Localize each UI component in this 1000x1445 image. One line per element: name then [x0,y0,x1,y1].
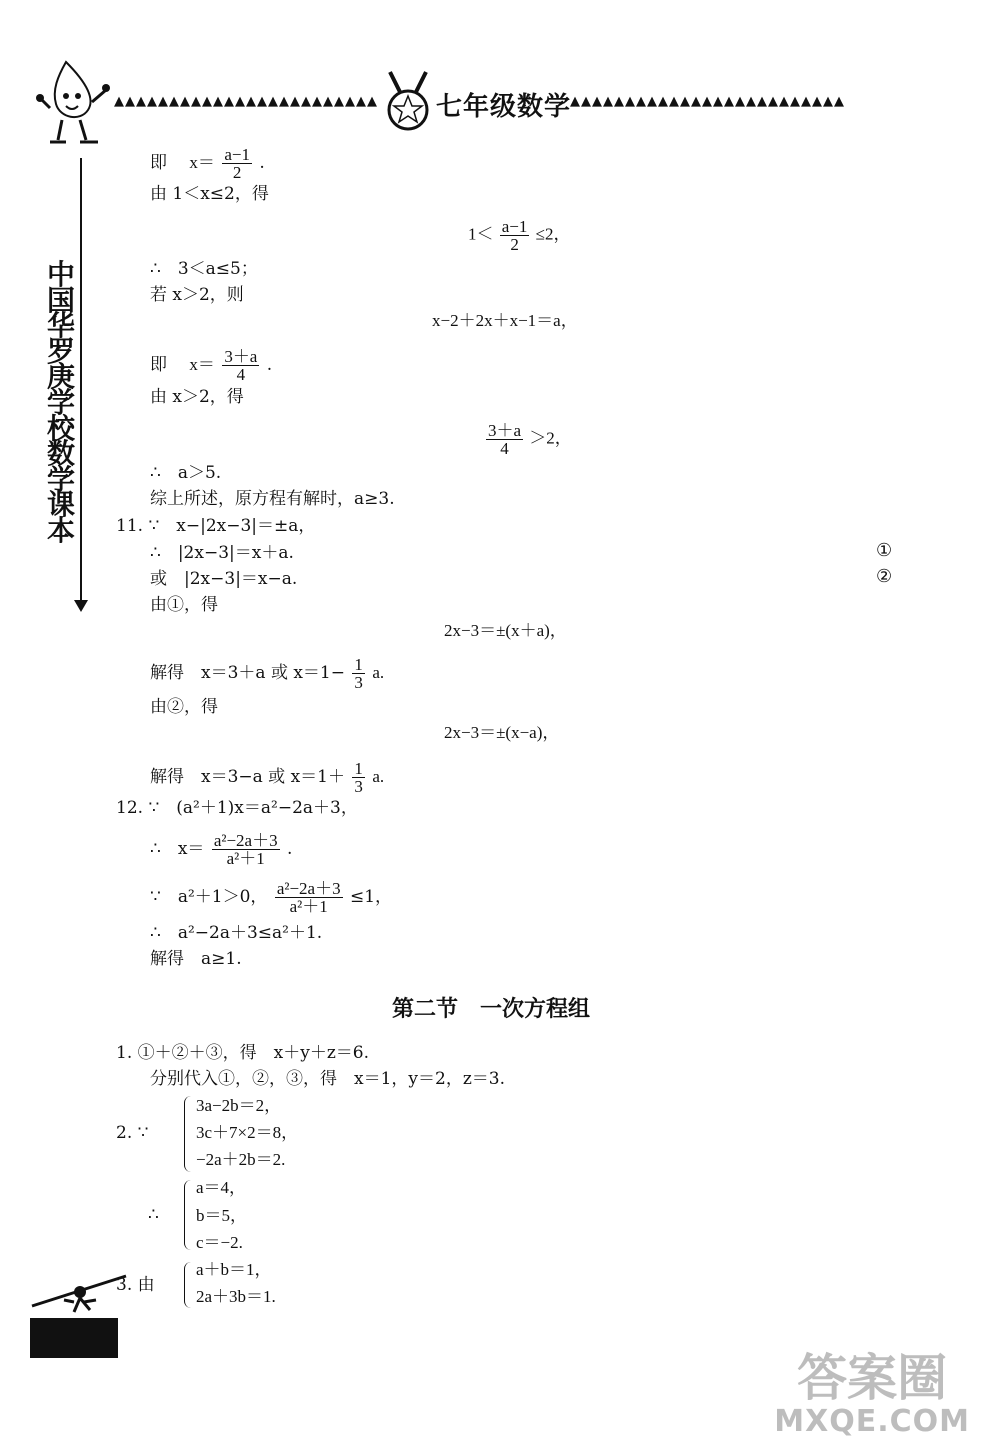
solution-line [468,218,570,253]
runner-icon [30,1270,130,1320]
arrow-down-icon [74,600,88,612]
line-text: . [266,355,273,375]
system-brace [184,1096,191,1172]
side-title-char: 本 [46,513,75,547]
side-title-char: 校 [46,411,75,445]
solution-line: x−2＋2x＋x−1＝a， [432,311,578,330]
side-title-char: 课 [46,488,75,522]
problem-12-line [150,880,392,915]
mascot-icon [36,58,114,150]
line-text: 解得 x＝3＋a 或 x＝1− [150,663,345,683]
side-rule [80,158,82,606]
system-equation: 2a＋3b＝1. [196,1287,276,1306]
fraction [486,422,523,457]
solution-line: ∴ 3＜a≤5； [150,259,258,279]
equation-tag: ② [876,566,893,587]
fraction-numerator: 3＋a [224,347,258,366]
fraction [352,760,365,795]
line-text: . [259,153,265,173]
fraction-numerator: 1 [354,759,363,778]
side-title-char: 中 [46,258,75,291]
solution-line [150,348,272,383]
equation-tag: ① [876,540,893,561]
header-title: 七年级数学 [436,92,572,122]
side-title-char: 学 [46,462,75,496]
system-equation: a＝4， [196,1178,247,1197]
section2-q1-line: 1. ①＋②＋③，得 x＋y＋z＝6. [116,1043,369,1063]
line-text: 解得 x＝3−a 或 x＝1＋ [150,767,345,787]
fraction [212,832,280,867]
header-triangles-left: ▲▲▲▲▲▲▲▲▲▲▲▲▲▲▲▲▲▲▲▲▲▲▲▲ [114,94,378,109]
system-equation: 3c＋7×2＝8， [196,1123,299,1142]
system-equation: b＝5， [196,1206,247,1225]
fraction-numerator: 1 [354,655,363,674]
problem-11-line [150,760,384,795]
fraction-denominator: 4 [236,365,246,384]
system-equation: 3a−2b＝2， [196,1096,282,1115]
system-equation: a＋b＝1， [196,1260,272,1279]
system-brace [184,1262,191,1308]
medal-icon [382,70,434,132]
section2-q1-line: 分别代入①，②，③，得 x＝1，y＝2，z＝3. [150,1069,505,1089]
problem-12-line: 12. ∵ (a²＋1)x＝a²−2a＋3， [116,798,358,818]
line-text: ∴ x＝ [150,839,205,859]
fraction-denominator: 4 [500,439,509,458]
line-text: 即 [150,153,184,173]
system-equation: −2a＋2b＝2. [196,1150,286,1169]
problem-11-line: 11. ∵ x−|2x−3|＝±a， [116,516,316,536]
problem-11-line: 2x−3＝±(x−a)， [444,723,560,742]
problem-12-line [150,832,292,867]
fraction-denominator: 2 [510,235,519,254]
watermark-url: MXQE.COM [774,1404,970,1439]
fraction-numerator: a²−2a＋3 [213,831,278,850]
problem-12-line: 解得 a≥1. [150,949,242,969]
section2-q2-label: 2. ∵ [116,1123,149,1143]
solution-line [150,146,265,181]
corner-block [30,1318,118,1358]
fraction [222,146,252,181]
side-title-char: 庚 [46,360,75,394]
fraction [275,880,343,915]
solution-line [484,422,572,457]
problem-11-line: ∴ |2x−3|＝x＋a. [150,543,294,563]
side-title-char: 学 [46,385,75,419]
line-text: a. [372,767,385,786]
fraction [352,656,365,691]
system-equation: c＝−2. [196,1233,243,1252]
section2-q3-label: 3. 由 [116,1275,155,1295]
solution-line: 由 1＜x≤2，得 [150,184,269,204]
side-title-char: 数 [46,437,75,471]
solution-line: 由 x＞2，得 [150,387,244,407]
fraction-numerator: a²−2a＋3 [276,879,341,898]
side-title-char: 国 [46,283,75,317]
problem-12-line: ∴ a²−2a＋3≤a²＋1. [150,923,323,943]
watermark-brand: 答案圈 [797,1349,948,1407]
fraction-denominator: 3 [354,673,363,692]
section-heading: 第二节 一次方程组 [392,997,591,1022]
line-text: ∵ a²＋1＞0， [150,887,268,907]
fraction-denominator: a²＋1 [226,849,265,868]
problem-11-line: 2x−3＝±(x＋a)， [444,621,567,640]
line-text: ≤1， [350,887,393,907]
side-title-char: 罗 [46,334,75,368]
therefore-symbol: ∴ [148,1205,159,1225]
fraction-numerator: 3＋a [488,421,522,440]
side-book-title [44,258,78,547]
system-brace [184,1180,191,1250]
side-title-char: 华 [46,309,75,343]
line-text: a. [372,663,385,682]
header-triangles-right: ▲▲▲▲▲▲▲▲▲▲▲▲▲▲▲▲▲▲▲▲▲▲▲▲▲ [570,94,845,109]
fraction-denominator: a²＋1 [289,897,328,916]
line-text: . [287,839,293,859]
fraction-denominator: 3 [354,777,363,796]
fraction-numerator: a−1 [224,145,250,164]
line-text: x＝ [189,153,215,172]
line-text: 即 [150,355,184,375]
solution-line: 综上所述，原方程有解时，a≥3. [150,489,395,509]
solution-line: 若 x＞2，则 [150,285,244,305]
line-text: 1＜ [468,224,494,244]
fraction-numerator: a−1 [501,217,528,236]
problem-11-line: 或 |2x−3|＝x−a. [150,569,298,589]
solution-line: ∴ a＞5. [150,463,222,483]
line-text: ＞2， [529,428,572,448]
problem-11-line: 由②，得 [150,697,218,717]
fraction [222,348,259,383]
fraction-denominator: 2 [232,163,242,182]
fraction [500,218,530,253]
problem-11-line: 由①，得 [150,595,218,615]
watermark [774,1351,970,1439]
line-text: ≤2， [535,224,571,244]
problem-11-line [150,656,384,691]
line-text: x＝ [189,355,215,374]
